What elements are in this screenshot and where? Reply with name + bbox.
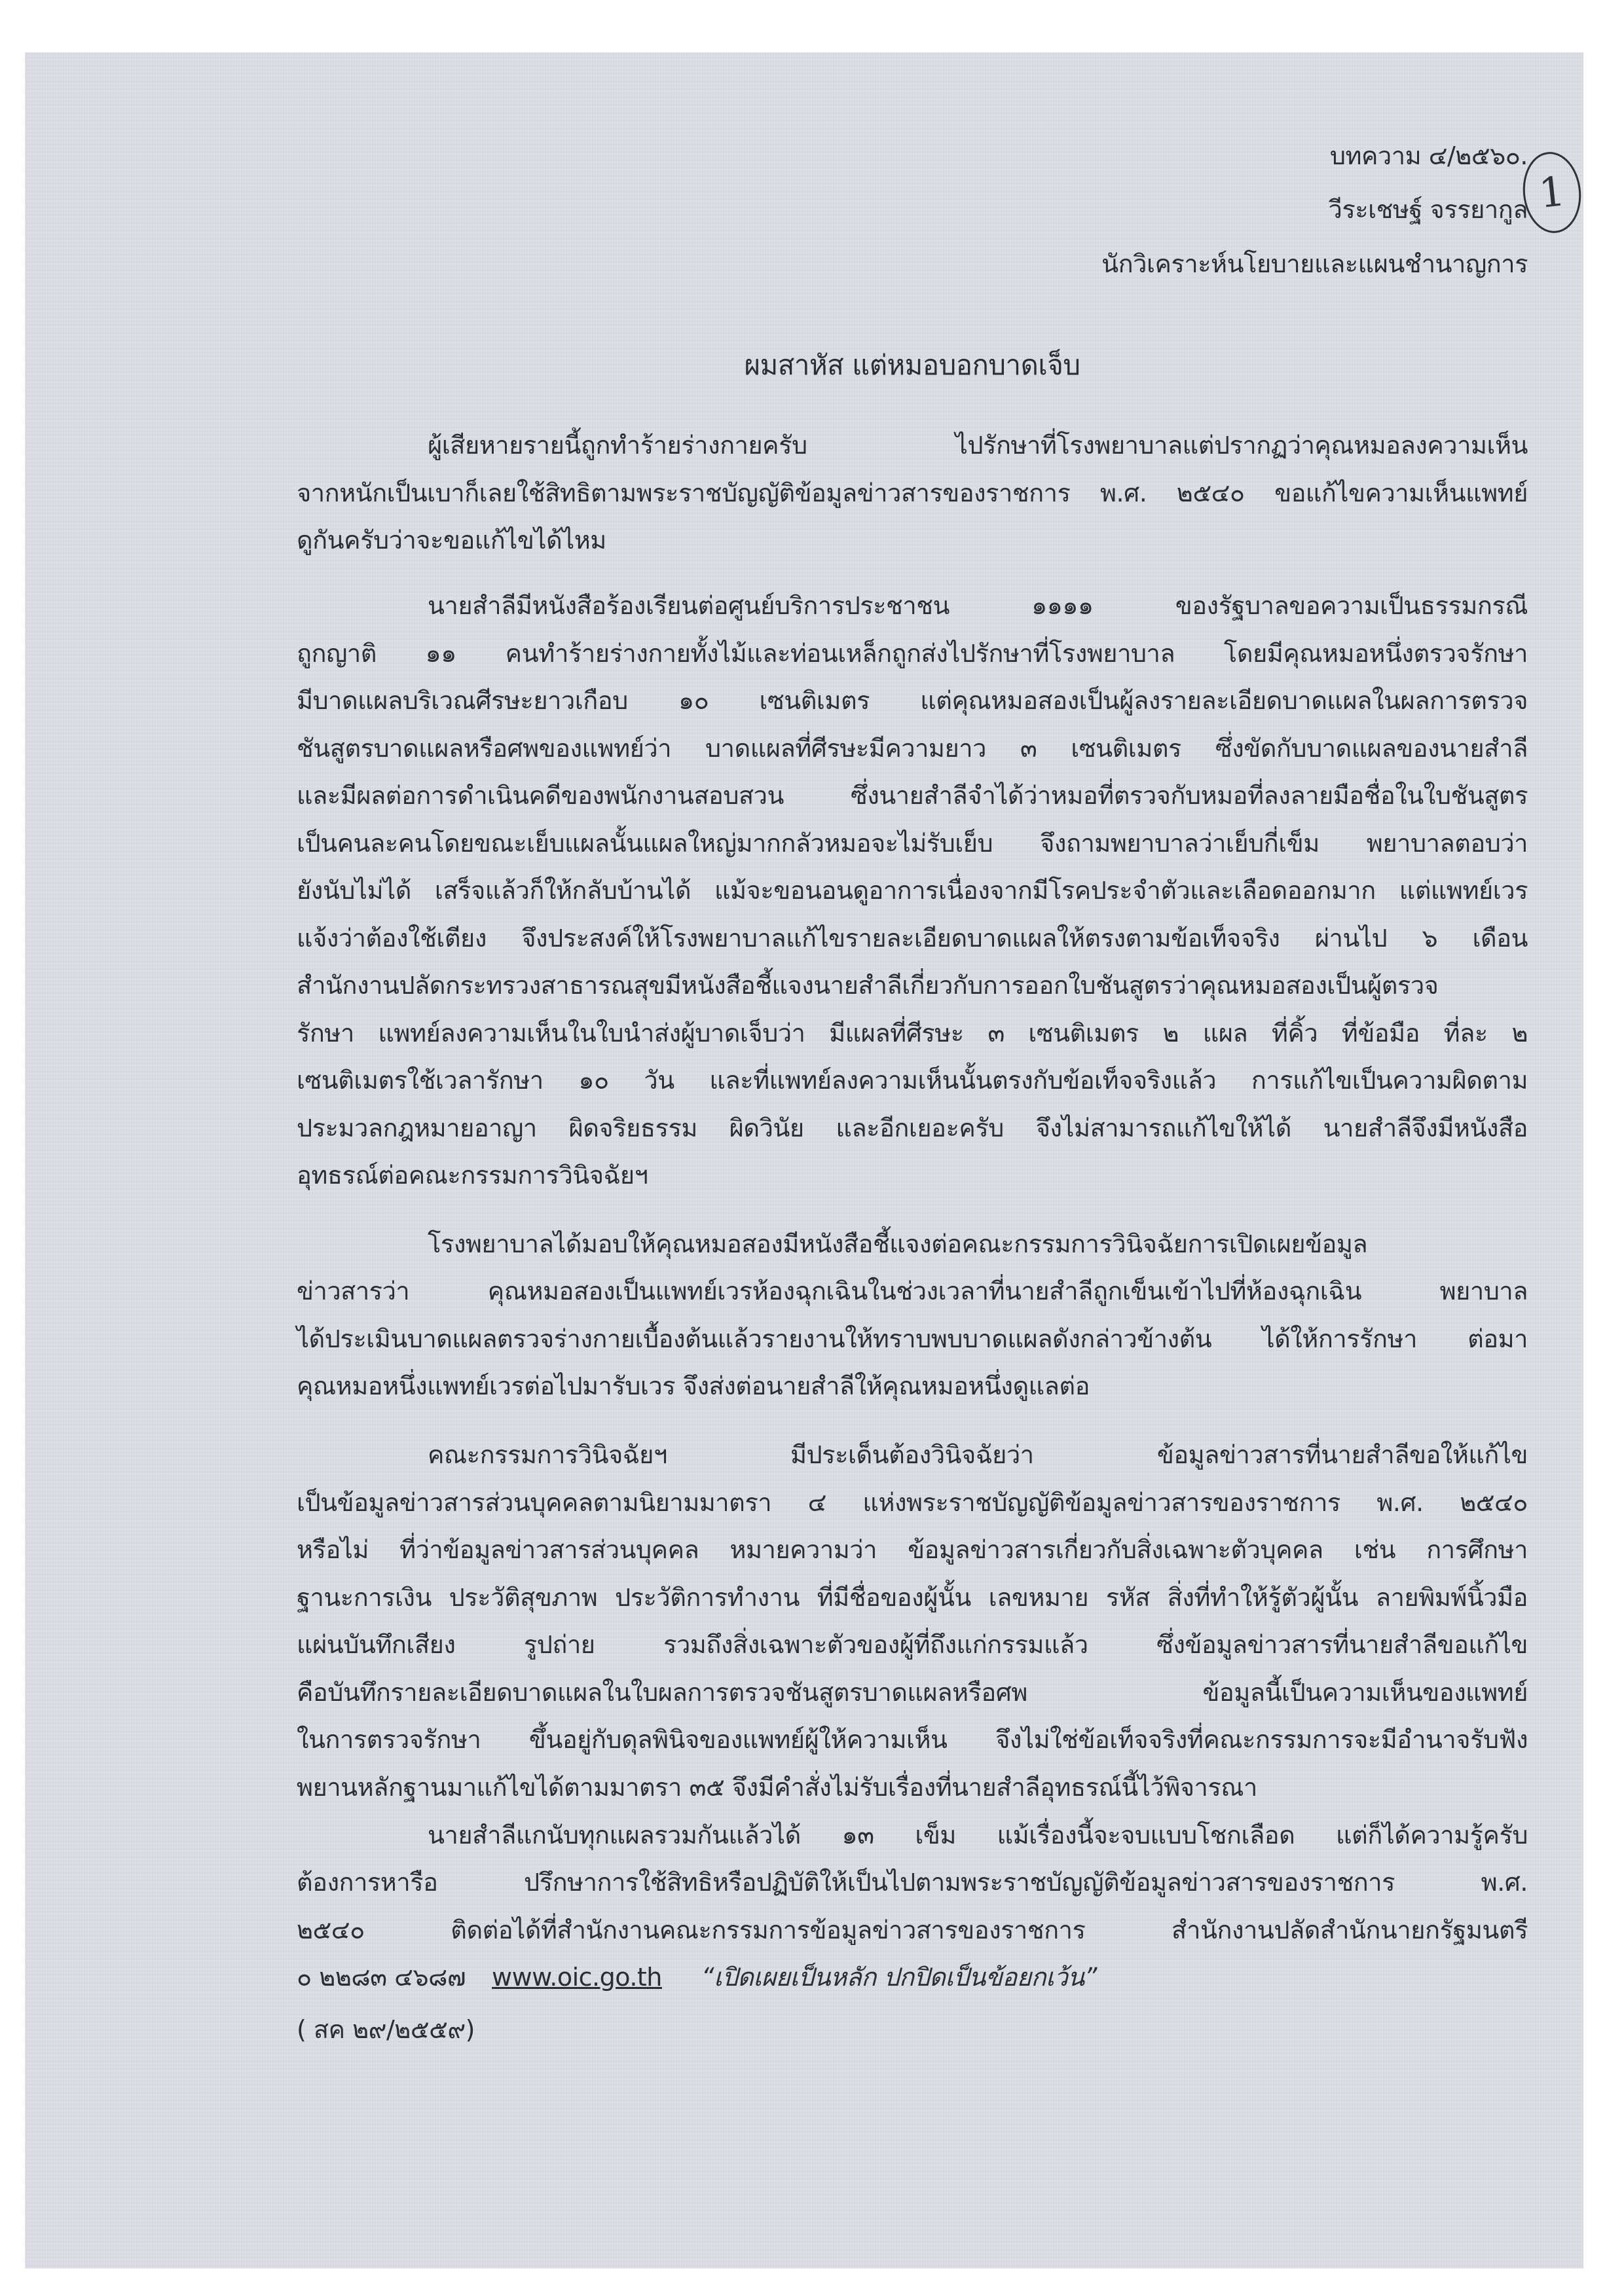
paragraph-line: ต้องการหารือ ปรึกษาการใช้สิทธิหรือปฏิบัติให้เป็นไปตามพระราชบัญญัติข้อมูลข่าวสารของราชการ พ.ศ.	[297, 1868, 1528, 1897]
paragraph-line: ดูกันครับว่าจะขอแก้ไขได้ไหม	[297, 526, 606, 555]
reference-code: ( สค ๒๙/๒๕๕๙)	[297, 2015, 475, 2044]
document-title: ผมสาหัส แต่หมอบอกบาดเจ็บ	[744, 349, 1080, 381]
paragraph-line: และมีผลต่อการดำเนินคดีของพนักงานสอบสวน ซึ่งนายสำลีจำได้ว่าหมอที่ตรวจกับหมอที่ลงลายมือชื่อในใบชันสูตร	[297, 781, 1528, 810]
paragraph-line: ๒๕๔๐ ติดต่อได้ที่สำนักงานคณะกรรมการข้อมูลข่าวสารของราชการ สำนักงานปลัดสำนักนายกรัฐมนตรี	[297, 1916, 1528, 1944]
paragraph-line: ข่าวสารว่า คุณหมอสองเป็นแพทย์เวรห้องฉุกเฉินในช่วงเวลาที่นายสำลีถูกเข็นเข้าไปที่ห้องฉุกเฉิน พยาบาล	[297, 1277, 1528, 1305]
contact-phone: ๐ ๒๒๘๓ ๔๖๘๗	[297, 1963, 466, 1992]
paragraph-line: ในการตรวจรักษา ขึ้นอยู่กับดุลพินิจของแพทย์ผู้ให้ความเห็น จึงไม่ใช่ข้อเท็จจริงที่คณะกรรมการจะมีอำนาจรับฟัง	[297, 1725, 1528, 1754]
paragraph-line: โรงพยาบาลได้มอบให้คุณหมอสองมีหนังสือชี้แจงต่อคณะกรรมการวินิจฉัยการเปิดเผยข้อมูล	[428, 1230, 1368, 1258]
article-number: บทความ ๔/๒๕๖๐.	[1329, 141, 1528, 170]
author-position: นักวิเคราะห์นโยบายและแผนชำนาญการ	[1101, 249, 1528, 278]
paragraph-line: ได้ประเมินบาดแผลตรวจร่างกายเบื้องต้นแล้วรายงานให้ทราบพบบาดแผลดังกล่าวข้างต้น ได้ให้การรักษา ต่อมา	[297, 1324, 1528, 1353]
paragraph-line: รักษา แพทย์ลงความเห็นในใบนำส่งผู้บาดเจ็บว่า มีแผลที่ศีรษะ ๓ เซนติเมตร ๒ แผล ที่คิ้ว ที่ข้อมือ ที่ละ ๒	[297, 1019, 1528, 1048]
paragraph-line: สำนักงานปลัดกระทรวงสาธารณสุขมีหนังสือชี้แจงนายสำลีเกี่ยวกับการออกใบชันสูตรว่าคุณหมอสองเป็นผู้ตรวจ	[297, 971, 1439, 1000]
contact-line	[297, 1958, 1097, 1997]
paragraph-line: นายสำลีแกนับทุกแผลรวมกันแล้วได้ ๑๓ เข็ม แม้เรื่องนี้จะจบแบบโชกเลือด แต่ก็ได้ความรู้ครับ	[428, 1821, 1528, 1850]
paragraph-line: อุทธรณ์ต่อคณะกรรมการวินิจฉัยฯ	[297, 1161, 648, 1190]
website-link[interactable]: www.oic.go.th	[492, 1963, 662, 1992]
paragraph-line: คณะกรรมการวินิจฉัยฯ มีประเด็นต้องวินิจฉัยว่า ข้อมูลข่าวสารที่นายสำลีขอให้แก้ไข	[428, 1440, 1528, 1469]
paragraph-line: แจ้งว่าต้องใช้เตียง จึงประสงค์ให้โรงพยาบาลแก้ไขรายละเอียดบาดแผลให้ตรงตามข้อเท็จจริง ผ่านไป ๖ เดือน	[297, 924, 1528, 953]
paragraph-line: ชันสูตรบาดแผลหรือศพของแพทย์ว่า บาดแผลที่ศีรษะมีความยาว ๓ เซนติเมตร ซึ่งขัดกับบาดแผลของนายสำลี	[297, 734, 1528, 763]
paragraph-line: เซนติเมตรใช้เวลารักษา ๑๐ วัน และที่แพทย์ลงความเห็นนั้นตรงกับข้อเท็จจริงแล้ว การแก้ไขเป็นความผิดตาม	[297, 1066, 1528, 1095]
paragraph-line: มีบาดแผลบริเวณศีรษะยาวเกือบ ๑๐ เซนติเมตร แต่คุณหมอสองเป็นผู้ลงรายละเอียดบาดแผลในผลการตรวจ	[297, 686, 1528, 715]
handwritten-page-number: 1	[1519, 149, 1585, 236]
paragraph-line: ประมวลกฎหมายอาญา ผิดจริยธรรม ผิดวินัย และอีกเยอะครับ จึงไม่สามารถแก้ไขให้ได้ นายสำลีจึงมีหนังสือ	[297, 1114, 1528, 1142]
paragraph-line: ฐานะการเงิน ประวัติสุขภาพ ประวัติการทำงาน ที่มีชื่อของผู้นั้น เลขหมาย รหัส สิ่งที่ทำให้รู้ตัวผู้นั้น ลายพิมพ์นิ้วมือ	[297, 1583, 1528, 1612]
paragraph-line: พยานหลักฐานมาแก้ไขได้ตามมาตรา ๓๕ จึงมีคำสั่งไม่รับเรื่องที่นายสำลีอุทธรณ์นี้ไว้พิจารณา	[297, 1773, 1257, 1802]
paragraph-line: เป็นคนละคนโดยขณะเย็บแผลนั้นแผลใหญ่มากกลัวหมอจะไม่รับเย็บ จึงถามพยาบาลว่าเย็บกี่เข็ม พยาบาลตอบว่า	[297, 829, 1528, 858]
paragraph-line: เป็นข้อมูลข่าวสารส่วนบุคคลตามนิยามมาตรา ๔ แห่งพระราชบัญญัติข้อมูลข่าวสารของราชการ พ.ศ. ๒๕๔๐	[297, 1488, 1528, 1517]
paragraph-line: คือบันทึกรายละเอียดบาดแผลในใบผลการตรวจชันสูตรบาดแผลหรือศพ ข้อมูลนี้เป็นความเห็นของแพทย์	[297, 1678, 1528, 1707]
paragraph-line: ยังนับไม่ได้ เสร็จแล้วก็ให้กลับบ้านได้ แม้จะขอนอนดูอาการเนื่องจากมีโรคประจำตัวและเลือดออกมาก แต่แพทย์เวร	[297, 876, 1528, 905]
paragraph-line: คุณหมอหนึ่งแพทย์เวรต่อไปมารับเวร จึงส่งต่อนายสำลีให้คุณหมอหนึ่งดูแลต่อ	[297, 1372, 1090, 1400]
paragraph-line: ถูกญาติ ๑๑ คนทำร้ายร่างกายทั้งไม้และท่อนเหล็กถูกส่งไปรักษาที่โรงพยาบาล โดยมีคุณหมอหนึ่งตรวจรักษา	[297, 639, 1528, 668]
paragraph-line: จากหนักเป็นเบาก็เลยใช้สิทธิตามพระราชบัญญัติข้อมูลข่าวสารของราชการ พ.ศ. ๒๕๔๐ ขอแก้ไขความเห็นแพทย์	[297, 479, 1528, 507]
paragraph-line: นายสำลีมีหนังสือร้องเรียนต่อศูนย์บริการประชาชน ๑๑๑๑ ของรัฐบาลขอความเป็นธรรมกรณี	[428, 591, 1528, 620]
scanned-page	[25, 52, 1583, 2269]
paragraph-line: ผู้เสียหายรายนี้ถูกทำร้ายร่างกายครับ ไปรักษาที่โรงพยาบาลแต่ปรากฏว่าคุณหมอลงความเห็น	[428, 431, 1528, 460]
paragraph-line: แผ่นบันทึกเสียง รูปถ่าย รวมถึงสิ่งเฉพาะตัวของผู้ที่ถึงแก่กรรมแล้ว ซึ่งข้อมูลข่าวสารที่นายสำลีขอแก้ไข	[297, 1630, 1528, 1659]
author-name: วีระเชษฐ์ จรรยากูล	[1328, 195, 1528, 224]
slogan: “เปิดเผยเป็นหลัก ปกปิดเป็นข้อยกเว้น”	[701, 1963, 1097, 1992]
paragraph-line: หรือไม่ ที่ว่าข้อมูลข่าวสารส่วนบุคคล หมายความว่า ข้อมูลข่าวสารเกี่ยวกับสิ่งเฉพาะตัวบุคคล เช่น การศึกษา	[297, 1535, 1528, 1564]
